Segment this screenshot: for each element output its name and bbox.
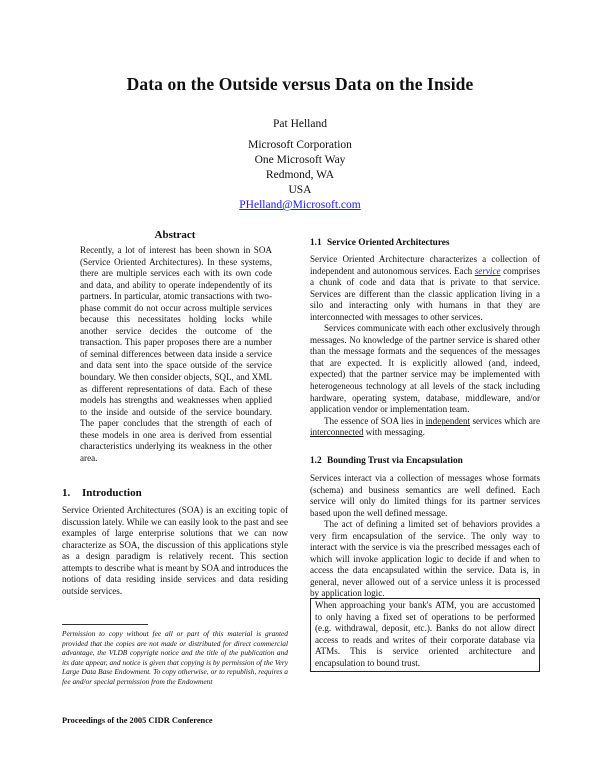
section-1-2-number: 1.2: [310, 456, 322, 466]
section-1-1-body: [310, 254, 540, 439]
author-email-link[interactable]: PHelland@Microsoft.com: [239, 199, 361, 211]
section-1-2-title: Bounding Trust via Encapsulation: [327, 456, 463, 466]
section-1-1-paragraph-1: Service Oriented Architecture characterizes a collection of independent and autonomous services. Each service comprises a chunk of code and data that is private to that service. Services are different than the classic application living in a silo and interacting only with humans in that they are interconnected with messages to other services.: [310, 254, 540, 322]
section-1-1-heading: [310, 238, 450, 248]
proceedings-line: Proceedings of the 2005 CIDR Conference: [62, 716, 213, 725]
section-1-number: 1.: [62, 487, 71, 499]
permission-footnote: Permission to copy without fee all or part of this material is granted provided that the copies are not made or distributed for direct commercial advantage, the VLDB copyright notice and the title of the publication and its date appear, and notice is given that copying is by permission of the Very Large Data Base Endowment. To copy otherwise, or to republish, requires a fee and/or special permission from the Endowment: [62, 629, 288, 686]
section-1-heading: [62, 487, 142, 499]
section-1-1-paragraph-2: Services communicate with each other exclusively through messages. No knowledge of the partner service is shared other than the message formats and the sequences of the messages that are expected. It is explicitly allowed (and, indeed, expected) that the partner service may be implemented with heterogeneous technology at all levels of the stack including hardware, operating system, database, middleware, and/or application vendor or implementation team.: [310, 323, 540, 415]
section-1-2-heading: [310, 456, 463, 466]
author-address-line2: Redmond, WA: [265, 169, 335, 181]
section-1-2-paragraph-1: Services interact via a collection of messages whose formats (schema) and business semantics are well defined. Each service will only do limited things for its partner services based upon the well defined message.: [310, 473, 540, 518]
interconnected-term: interconnected: [310, 427, 364, 438]
abstract-heading: Abstract: [154, 229, 196, 241]
author-name: Pat Helland: [273, 118, 327, 130]
author-country: USA: [288, 184, 312, 196]
section-1-title: Introduction: [82, 487, 142, 499]
author-affiliation: Microsoft Corporation: [248, 139, 352, 151]
author-block: [0, 117, 600, 213]
section-1-2-body: [310, 473, 540, 600]
paper-title: Data on the Outside versus Data on the Inside: [126, 74, 474, 94]
section-1-1-number: 1.1: [310, 238, 322, 248]
author-address-line1: One Microsoft Way: [254, 154, 346, 166]
footnote-divider: [62, 624, 148, 625]
atm-example-box: When approaching your bank's ATM, you are accustomed to only having a fixed set of operations to be performed (e.g. withdrawal, deposit, etc.). Banks do not allow direct access to reads and writes of their corporate database via ATMs. This is service oriented architecture and encapsulation to bound trust.: [310, 598, 540, 672]
section-1-text: Service Oriented Architectures (SOA) is an exciting topic of discussion lately. While we can easily look to the past and see examples of large enterprise solutions that we can now characterize as SOA, the discussion of this applications style as a design paradigm is relatively recent. This section attempts to describe what is meant by SOA and introduces the notions of data residing inside services and data residing outside services.: [62, 505, 288, 596]
section-1-1-title: Service Oriented Architectures: [327, 238, 450, 248]
service-term: service: [474, 265, 501, 276]
section-1-2-paragraph-2: The act of defining a limited set of behaviors provides a very firm encapsulation of the service. The only way to interact with the service is via the prescribed messages each of which will invoke application logic to decide if and when to access the data encapsulated within the service. Data is, in general, never allowed out of a service unless it is processed by application logic.: [310, 519, 540, 599]
abstract-text: Recently, a lot of interest has been shown in SOA (Service Oriented Architectures). In these systems, there are multiple services each with its own code and data, and ability to operate independently of its partners. In particular, atomic transactions with two-phase commit do not occur across multiple services because this necessitates holding locks while another service decides the outcome of the transaction. This paper proposes there are a number of seminal differences between data inside a service and data sent into the space outside of the service boundary. We then consider objects, SQL, and XML as different representations of data. Each of these models has strengths and weaknesses when applied to the inside and outside of the service boundary. The paper concludes that the strength of each of these models in one area is derived from essential characteristics underlying its weakness in the other area.: [80, 245, 272, 463]
section-1-1-paragraph-3: The essence of SOA lies in independent services which are interconnected with messaging.: [310, 415, 540, 438]
independent-term: independent: [425, 415, 471, 426]
